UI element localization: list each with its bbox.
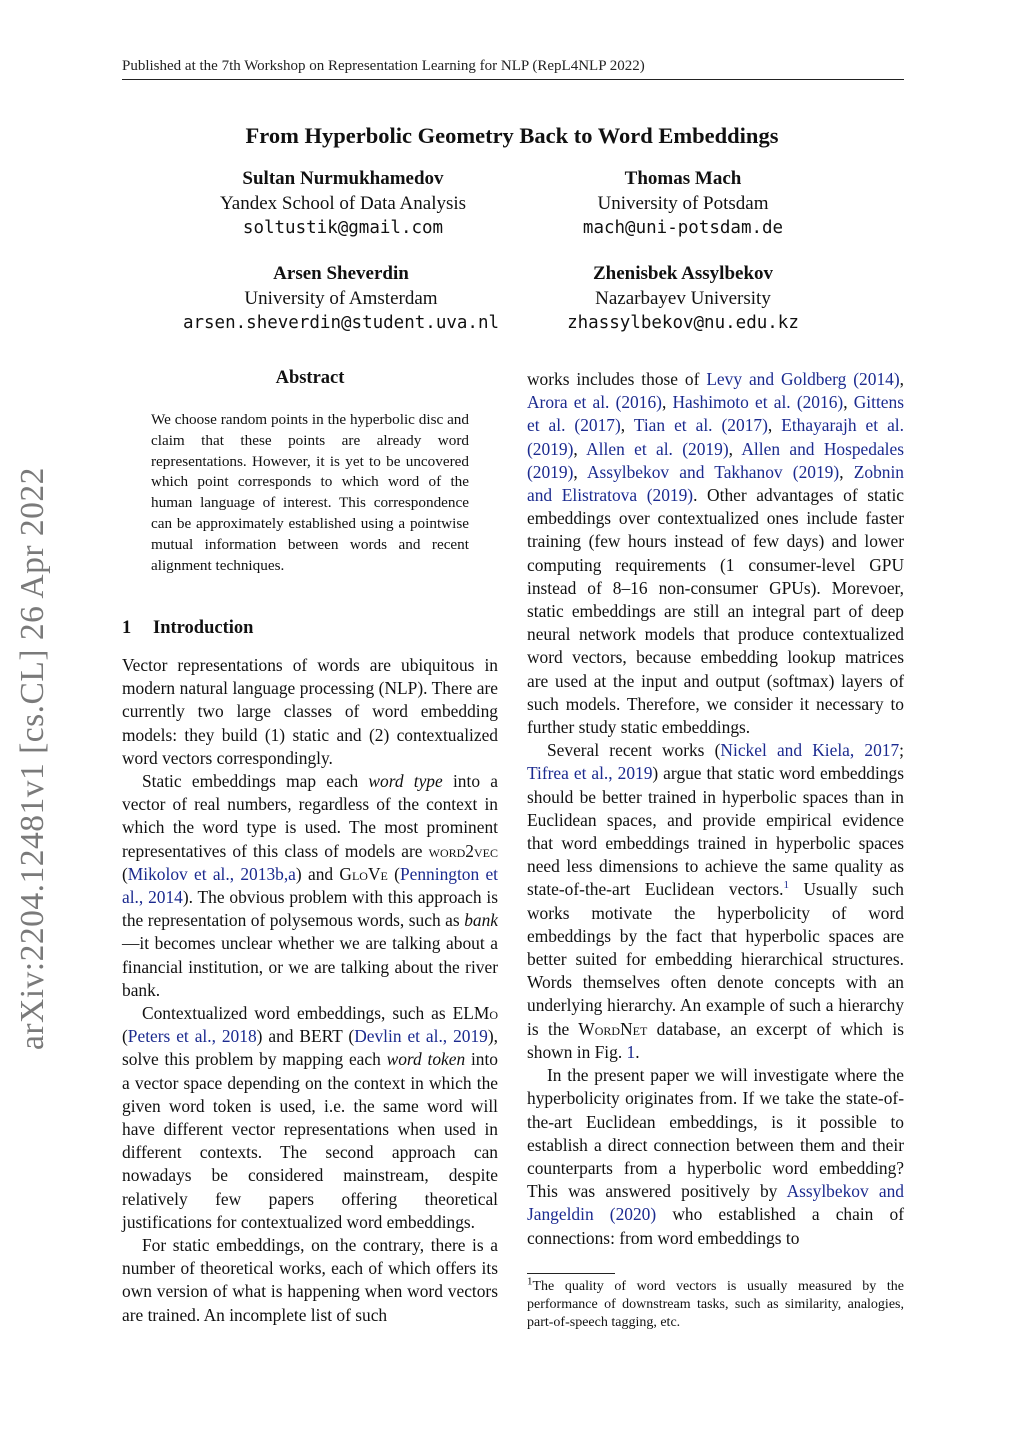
paragraph: For static embeddings, on the contrary, there is a number of theoretical works, each of which offers its own version of what is happening when word vectors are trained. An incomplete list of such (122, 1235, 498, 1325)
author-name: Sultan Nurmukhamedov (242, 168, 444, 189)
citation-link[interactable]: Tian et al. (2017) (633, 415, 768, 436)
citation-link[interactable]: Assylbekov and Jangeldin (2020) (527, 1181, 904, 1225)
citation-link[interactable]: Allen et al. (2019) (586, 438, 729, 459)
citation-link[interactable]: Hashimoto et al. (2016) (672, 392, 844, 413)
header-rule (122, 79, 904, 80)
abstract-heading: Abstract (275, 368, 345, 388)
author-affiliation: Yandex School of Data Analysis (219, 192, 467, 214)
citation-link[interactable]: Nickel and Kiela, 2017 (720, 740, 900, 761)
citation-link[interactable]: Ethayarajh et al. (2019) (527, 415, 904, 459)
author-affiliation: University of Potsdam (597, 192, 769, 214)
footnote-rule (527, 1273, 615, 1274)
citation-link[interactable]: Assylbekov and Takhanov (2019) (586, 461, 840, 482)
author-affiliation: Nazarbayev University (595, 287, 771, 309)
footnote-ref[interactable]: 1 (783, 879, 789, 892)
author-email[interactable]: mach@uni-potsdam.de (582, 218, 784, 238)
author-block (453, 167, 913, 241)
paragraph: Vector representations of words are ubiquitous in modern natural language processing (NLP). There are currently two large classes of word embedding models: they build (1) static and (2) contextualized word vectors correspondingly. (122, 655, 498, 768)
section-number: 1 (122, 618, 132, 638)
author-name: Thomas Mach (624, 168, 742, 189)
author-affiliation: University of Amsterdam (244, 287, 438, 309)
author-email[interactable]: soltustik@gmail.com (242, 218, 444, 238)
figure-ref[interactable]: 1 (626, 1041, 636, 1062)
citation-link[interactable]: Pennington et al., 2014 (122, 863, 499, 908)
citation-link[interactable]: Peters et al., 2018 (127, 1026, 257, 1047)
citation-link[interactable]: Allen and Hospedales (2019) (527, 438, 904, 482)
author-name: Zhenisbek Assylbekov (592, 263, 774, 284)
footnote-mark: 1 (527, 1275, 533, 1288)
footnote (527, 1275, 904, 1333)
citation-link[interactable]: Zobnin and Elistratova (2019) (527, 461, 904, 506)
citation-link[interactable]: Tifrea et al., 2019 (527, 763, 653, 784)
citation-link[interactable]: Levy and Goldberg (2014) (706, 369, 900, 389)
paragraph: Several recent works (Nickel and Kiela, 2017; Tifrea et al., 2019) argue that static word embeddings should be better trained in hyperbolic spaces than in Euclidean spaces, and provide empirical evidence that word embeddings trained in hyperbolic spaces need less dimensions to achieve the same quality as state-of-the-art Euclidean vectors.$^1$ Usually such works motivate the hyperbolicity of word embeddings by the fact that hyperbolic spaces are better suited for embedding hierarchical structures. Words themselves often denote concepts with an underlying hierarchy. An example of such a hierarchy is the WordNet database, an excerpt of which is shown in Fig. 1. (527, 740, 905, 1062)
footnote-text: The quality of word vectors is usually measured by the performance of downstream tasks, such as similarity, analogies, part-of-speech tagging, etc. (527, 1279, 904, 1331)
author-email[interactable]: arsen.sheverdin@student.uva.nl (182, 313, 500, 333)
citation-link[interactable]: Arora et al. (2016) (527, 392, 662, 413)
citation-link[interactable]: Devlin et al., 2019 (354, 1026, 488, 1047)
running-header: Published at the 7th Workshop on Representation Learning for NLP (RepL4NLP 2022) (122, 58, 645, 74)
left-column (122, 654, 498, 1327)
paper-title: From Hyperbolic Geometry Back to Word Embeddings (245, 123, 779, 148)
right-column (527, 368, 904, 1250)
citation-link[interactable]: Mikolov et al., 2013b,a (127, 863, 296, 884)
section-title: Introduction (153, 618, 254, 638)
author-email[interactable]: zhassylbekov@nu.edu.kz (567, 313, 799, 333)
author-block (453, 262, 913, 336)
paragraph: works includes those of Levy and Goldberg (2014), Arora et al. (2016), Hashimoto et al. (2016), Gittens et al. (2017), Tian et al. (2017), Ethayarajh et al. (2019), Allen et al. (2019), Allen and Hospedales (2019), Assylbekov and Takhanov (2019), Zobnin and Elistratova (2019). Other advantages of static embeddings over contextualized ones include faster training (few hours instead of few days) and lower computing requirements (1 consumer-level GPU instead of 8–16 non-consumer GPUs). Morevoer, static embeddings are still an integral part of deep neural network models that produce contextualized word vectors, because embedding lookup matrices are used at the input and output (softmax) layers of such models. Therefore, we consider it necessary to further study static embeddings. (527, 369, 904, 738)
paragraph: Static embeddings map each word type into a vector of real numbers, regardless of the context in which the word type is used. The most prominent representatives of this class of models are word2vec (Mikolov et al., 2013b,a) and GloVe (Pennington et al., 2014). The obvious problem with this approach is the representation of polysemous words, such as bank—it becomes unclear whether we are talking about a financial institution, or we are talking about the river bank. (122, 771, 499, 1000)
author-name: Arsen Sheverdin (273, 263, 409, 284)
abstract-text: We choose random points in the hyperbolic disc and claim that these points are already word representations. However, it is yet to be uncovered which point corresponds to which word of the human language of interest. This correspondence can be approximately established using a pointwise mutual information between words and recent alignment techniques. (151, 411, 469, 574)
section-heading (122, 618, 253, 639)
paragraph: Contextualized word embeddings, such as ELMo (Peters et al., 2018) and BERT (Devlin et al., 2019), solve this problem by mapping each word token into a vector space depending on the context in which the given word token is used, i.e. the same word will have different vector representations when used in different contexts. The second approach can nowadays be considered mainstream, despite relatively few papers offering theoretical justifications for contextualized word embeddings. (122, 1003, 498, 1232)
paragraph: In the present paper we will investigate where the hyperbolicity originates from. If we take the state-of-the-art Euclidean embeddings, is it possible to establish a direct connection between them and their counterparts from a hyperbolic word embedding? This was answered positively by Assylbekov and Jangeldin (2020) who established a chain of connections: from word embeddings to (527, 1065, 904, 1248)
citation-link[interactable]: Gittens et al. (2017) (527, 392, 904, 436)
arxiv-stamp: arXiv:2204.12481v1 [cs.CL] 26 Apr 2022 (14, 467, 51, 1050)
